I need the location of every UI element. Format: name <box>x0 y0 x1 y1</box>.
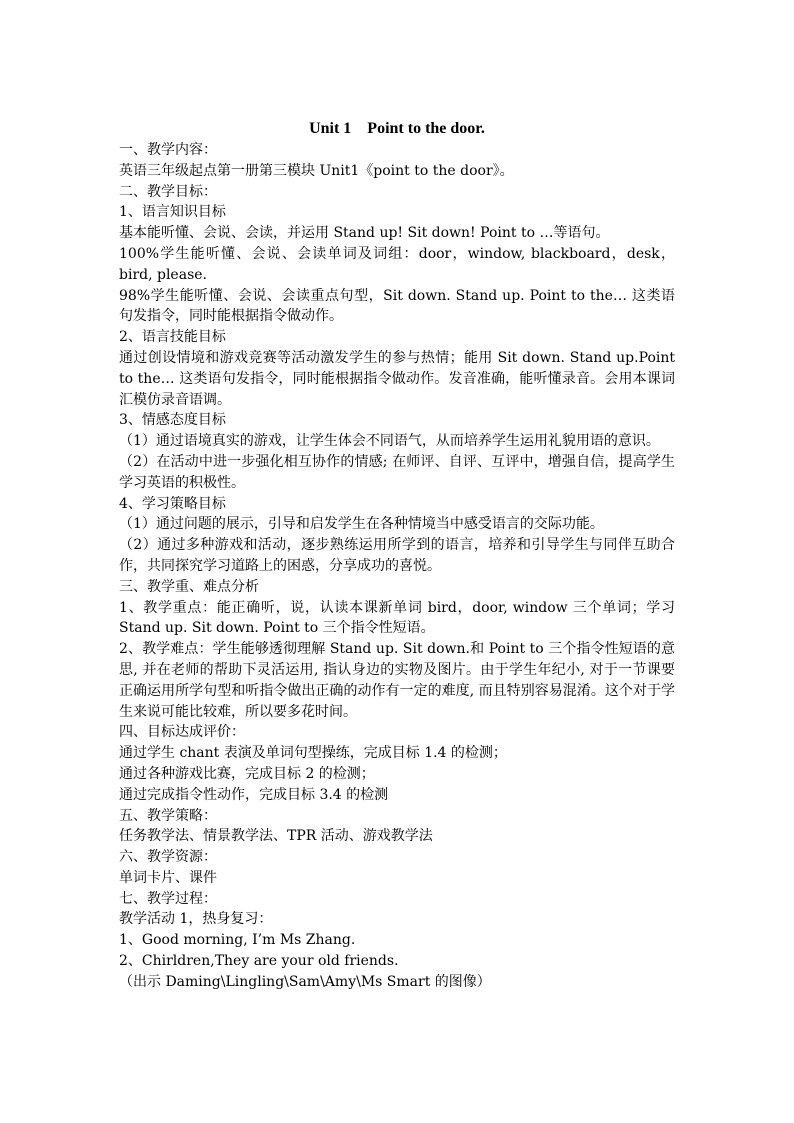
paragraph: 通过创设情境和游戏竞赛等活动激发学生的参与热情；能用 Sit down. Stand up.Point to the… 这类语句发指令，同时能根据指令做动作。发音准确，能听懂录音。会用本课词汇模仿录音语调。 <box>119 349 675 408</box>
paragraph: 单词卡片、课件 <box>119 869 217 886</box>
paragraph: 2、教学难点：学生能够透彻理解 Stand up. Sit down.和 Point to 三个指令性短语的意思, 并在老师的帮助下灵活运用, 指认身边的实物及图片。由于学生年纪小, 对于一节课要正确运用所学句型和听指令做出正确的动作有一定的难度, 而且特别容易混淆。这个对于学生来说可能比较难，所以要多花时间。 <box>119 641 675 720</box>
paragraph: （2）通过多种游戏和活动，逐步熟练运用所学到的语言，培养和引导学生与同伴互助合作，共同探究学习道路上的困惑，分享成功的喜悦。 <box>119 537 675 574</box>
paragraph: 基本能听懂、会说、会读，并运用 Stand up! Sit down! Point to …等语句。 <box>119 225 610 242</box>
paragraph: 七、教学过程： <box>119 890 217 907</box>
paragraph: 二、教学目标： <box>119 183 217 200</box>
paragraph: 2、Chirldren,They are your old friends. <box>119 953 399 970</box>
paragraph: 四、目标达成评价： <box>119 724 245 741</box>
paragraph: 3、情感态度目标 <box>119 412 226 429</box>
paragraph: 英语三年级起点第一册第三模块 Unit1《point to the door》。 <box>119 162 514 179</box>
paragraph: （1）通过语境真实的游戏，让学生体会不同语气，从而培养学生运用礼貌用语的意识。 <box>119 433 660 450</box>
paragraph: （2）在活动中进一步强化相互协作的情感; 在师评、自评、互评中，增强自信，提高学生学习英语的积极性。 <box>119 453 675 491</box>
paragraph: 98%学生能听懂、会说、会读重点句型，Sit down. Stand up. Point to the… 这类语句发指令，同时能根据指令做动作。 <box>119 287 675 325</box>
paragraph: 一、教学内容： <box>119 142 217 158</box>
paragraph: 六、教学资源： <box>119 849 217 866</box>
paragraph: 100%学生能听懂、会说、会读单词及词组：door，window, blackboard，desk，bird, please. <box>119 245 675 283</box>
paragraph: 1、教学重点：能正确听，说，认读本课新单词 bird，door, window 三个单词；学习 Stand up. Sit down. Point to 三个指令性短语。 <box>119 599 675 637</box>
paragraph: 通过各种游戏比赛，完成目标 2 的检测； <box>119 765 375 782</box>
document-page <box>119 118 675 993</box>
paragraph: 三、教学重、难点分析 <box>119 578 259 595</box>
paragraph: （1）通过问题的展示，引导和启发学生在各种情境当中感受语言的交际功能。 <box>119 516 604 533</box>
paragraph: 2、语言技能目标 <box>119 329 226 346</box>
paragraph: 1、Good morning, I’m Ms Zhang. <box>119 932 356 949</box>
paragraph: 教学活动 1，热身复习： <box>119 911 273 928</box>
paragraph: （出示 Daming\Lingling\Sam\Amy\Ms Smart 的图像） <box>119 973 491 990</box>
document-body <box>119 140 675 993</box>
paragraph: 4、学习策略目标 <box>119 495 226 512</box>
paragraph: 通过学生 chant 表演及单词句型操练，完成目标 1.4 的检测； <box>119 745 507 762</box>
paragraph: 任务教学法、情景教学法、TPR 活动、游戏教学法 <box>119 828 433 845</box>
document-title: Unit 1 Point to the door. <box>309 120 485 137</box>
paragraph: 五、教学策略： <box>119 807 217 824</box>
paragraph: 通过完成指令性动作，完成目标 3.4 的检测 <box>119 786 389 803</box>
paragraph: 1、语言知识目标 <box>119 204 226 221</box>
